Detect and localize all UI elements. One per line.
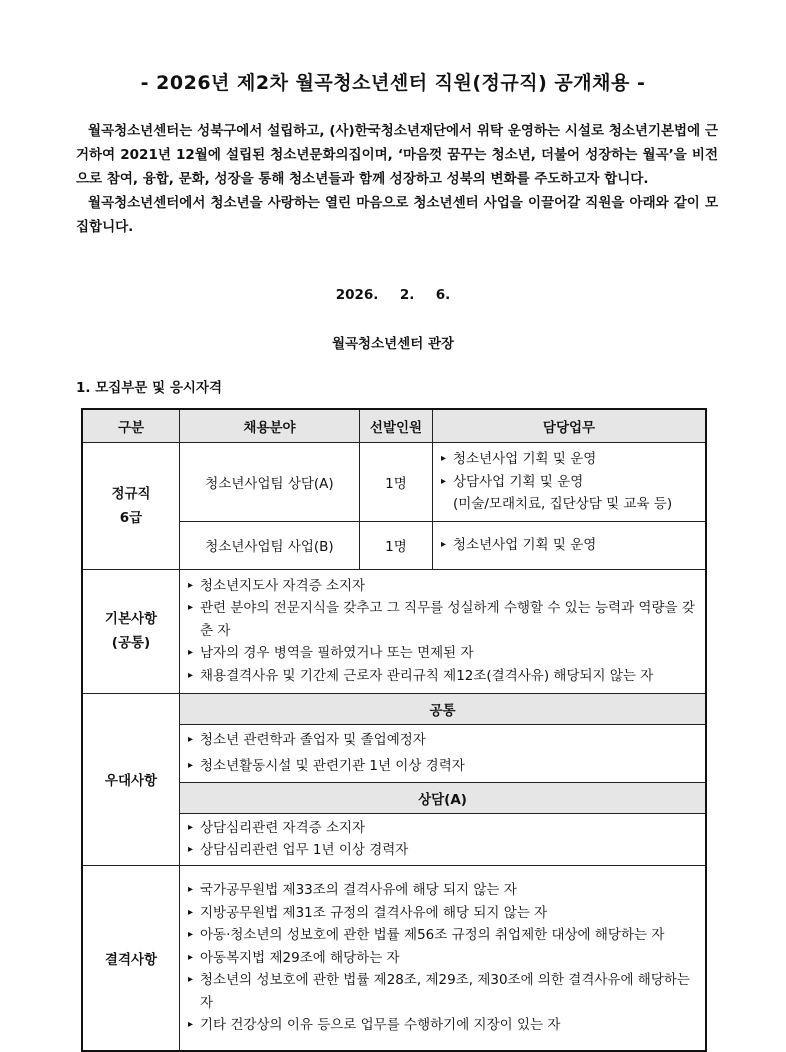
disqual-items bbox=[180, 865, 707, 1051]
preference-common-items bbox=[180, 724, 707, 782]
duty-note: (미술/모래치료, 집단상담 및 교육 등) bbox=[453, 496, 673, 512]
basic-item: ▸ 청소년지도사 자격증 소지자 bbox=[188, 575, 697, 598]
table-row bbox=[82, 693, 706, 724]
preference-label: 우대사항 bbox=[82, 693, 180, 865]
disqual-item: ▸ 아동·청소년의 성보호에 관한 법률 제56조 규정의 취업제한 대상에 해당하는 자 bbox=[188, 924, 697, 947]
duties-a bbox=[433, 443, 707, 522]
duties-b bbox=[433, 521, 707, 569]
header-field: 채용분야 bbox=[180, 409, 360, 443]
preference-item: ▸ 청소년 관련학과 졸업자 및 졸업예정자 bbox=[188, 727, 697, 753]
header-count: 선발인원 bbox=[360, 409, 433, 443]
header-category: 구분 bbox=[82, 409, 180, 443]
preference-item: ▸ 상담심리관련 자격증 소지자 bbox=[188, 817, 697, 840]
category-label: 정규직 6급 bbox=[82, 443, 180, 570]
recruitment-table bbox=[81, 408, 707, 1052]
announcement-date: 2026. 2. 6. bbox=[335, 287, 451, 303]
basic-label: 기본사항 (공통) bbox=[82, 569, 180, 693]
count-a: 1명 bbox=[360, 443, 433, 522]
preference-item: ▸ 상담심리관련 업무 1년 이상 경력자 bbox=[188, 839, 697, 862]
count-b: 1명 bbox=[360, 521, 433, 569]
disqual-item: ▸ 지방공무원법 제31조 규정의 결격사유에 해당 되지 않는 자 bbox=[188, 902, 697, 925]
intro-text bbox=[76, 119, 718, 239]
basic-item: ▸ 관련 분야의 전문지식을 갖추고 그 직무를 성실하게 수행할 수 있는 능력과 역량을 갖춘 자 bbox=[188, 597, 697, 642]
intro-paragraph-1: 월곡청소년센터는 성북구에서 설립하고, (사)한국청소년재단에서 위탁 운영하는 시설로 청소년기본법에 근거하여 2021년 12월에 설립된 청소년문화의집이며, ‘마음껏 꿈꾸는 청소년, 더불어 성장하는 월곡’을 비전으로 참여, 융합, 문화, 성장을 통해 청소년들과 함께 성장하고 성북의 변화를 주도하고자 합니다. bbox=[76, 123, 718, 187]
basic-items bbox=[180, 569, 707, 693]
disqual-label: 결격사항 bbox=[82, 865, 180, 1051]
duty-item: ▸ 청소년사업 기획 및 운영 bbox=[441, 534, 697, 557]
preference-counsel-title: 상담(A) bbox=[180, 782, 707, 813]
disqual-item: ▸ 기타 건강상의 이유 등으로 업무를 수행하기에 지장이 있는 자 bbox=[188, 1014, 697, 1037]
header-duties: 담당업무 bbox=[433, 409, 707, 443]
preference-item: ▸ 청소년활동시설 및 관련기관 1년 이상 경력자 bbox=[188, 753, 697, 779]
duty-item: ▸ 청소년사업 기획 및 운영 bbox=[441, 448, 697, 471]
field-b: 청소년사업팀 사업(B) bbox=[180, 521, 360, 569]
organization-head: 월곡청소년센터 관장 bbox=[331, 336, 455, 352]
intro-paragraph-2: 월곡청소년센터에서 청소년을 사랑하는 열린 마음으로 청소년센터 사업을 이끌어갈 직원을 아래와 같이 모집합니다. bbox=[76, 195, 718, 235]
table-row bbox=[82, 569, 706, 693]
disqual-item: ▸ 청소년의 성보호에 관한 법률 제28조, 제29조, 제30조에 의한 결격사유에 해당하는 자 bbox=[188, 969, 697, 1014]
basic-item: ▸ 채용결격사유 및 기간제 근로자 관리규칙 제12조(결격사유) 해당되지 않는 자 bbox=[188, 665, 697, 688]
table-row bbox=[82, 443, 706, 522]
preference-counsel-items bbox=[180, 813, 707, 865]
field-a: 청소년사업팀 상담(A) bbox=[180, 443, 360, 522]
preference-common-title: 공통 bbox=[180, 693, 707, 724]
disqual-item: ▸ 아동복지법 제29조에 해당하는 자 bbox=[188, 947, 697, 970]
duty-item: ▸ 상담사업 기획 및 운영 bbox=[441, 471, 697, 494]
disqual-item: ▸ 국가공무원법 제33조의 결격사유에 해당 되지 않는 자 bbox=[188, 879, 697, 902]
section-heading: 1. 모집부문 및 응시자격 bbox=[76, 380, 222, 396]
page-title: - 2026년 제2차 월곡청소년센터 직원(정규직) 공개채용 - bbox=[140, 72, 646, 94]
table-row bbox=[82, 865, 706, 1051]
table-header-row bbox=[82, 409, 706, 443]
basic-item: ▸ 남자의 경우 병역을 필하였거나 또는 면제된 자 bbox=[188, 642, 697, 665]
